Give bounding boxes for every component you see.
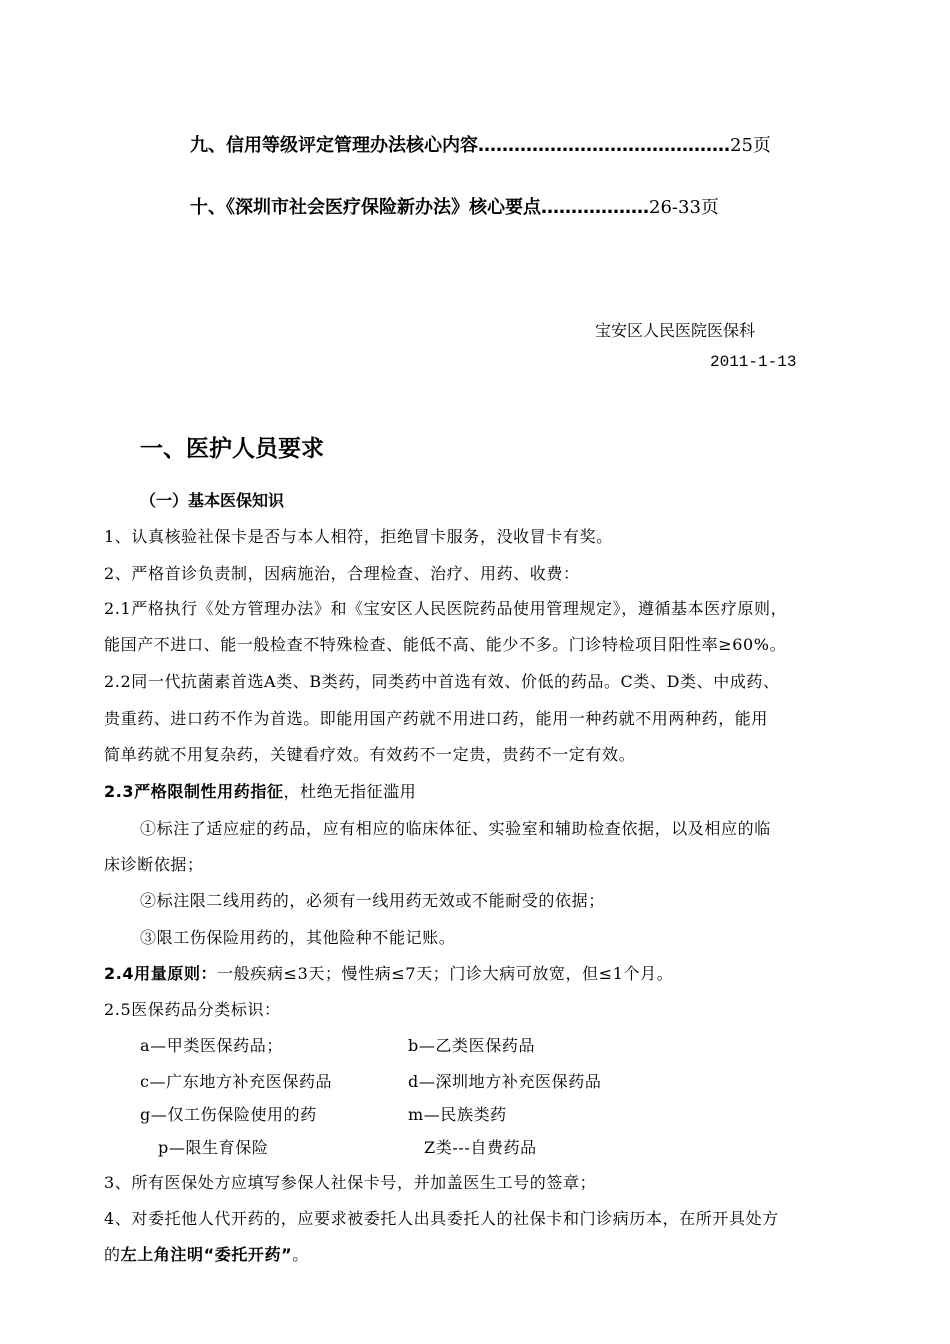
paragraph-3: 3、所有医保处方应填写参保人社保卡号，并加盖医生工号的签章； <box>104 1173 597 1192</box>
paragraph-4-line-2 <box>104 1242 309 1265</box>
toc-page: 25页 <box>730 135 771 156</box>
paragraph-2-4-bold: 2.4用量原则： <box>104 964 218 983</box>
signature-date: 2011-1-13 <box>710 353 797 371</box>
paragraph-2-3-item-1-line-1: ①标注了适应症的药品，应有相应的临床体征、实验室和辅助检查依据，以及相应的临 <box>140 819 771 838</box>
paragraph-2-3 <box>104 779 416 802</box>
paragraph-2-3-item-1-line-2: 床诊断依据； <box>104 855 204 874</box>
paragraph-1: 1、认真核验社保卡是否与本人相符，拒绝冒卡服务，没收冒卡有奖。 <box>104 527 613 546</box>
paragraph-4-bold: 左上角注明“委托开药” <box>120 1245 293 1264</box>
paragraph-2-2-line-1: 2.2同一代抗菌素首选A类、B类药，同类药中首选有效、价低的药品。C类、D类、中成药、 <box>104 672 780 691</box>
paragraph-4-pre: 的 <box>104 1245 121 1264</box>
toc-item-9 <box>190 131 771 157</box>
category-item: Z类---自费药品 <box>424 1138 537 1157</box>
toc-title: 九、信用等级评定管理办法核心内容 <box>190 135 478 156</box>
toc-leader: ……………… <box>541 197 649 218</box>
toc-page: 26-33页 <box>649 197 719 218</box>
category-item: d—深圳地方补充医保药品 <box>408 1072 602 1091</box>
category-item: a—甲类医保药品； <box>140 1036 283 1055</box>
paragraph-4-line-1: 4、对委托他人代开药的，应要求被委托人出具委托人的社保卡和门诊病历本，在所开具处方 <box>104 1209 779 1228</box>
paragraph-2-1-line-1: 2.1严格执行《处方管理办法》和《宝安区人民医院药品使用管理规定》，遵循基本医疗原则， <box>104 599 788 618</box>
toc-leader: …………………………………… <box>478 135 730 156</box>
paragraph-2-3-rest: ，杜绝无指征滥用 <box>283 782 417 801</box>
paragraph-2-2-line-2: 贵重药、进口药不作为首选。即能用国产药就不用进口药，能用一种药就不用两种药，能用 <box>104 709 769 728</box>
toc-title: 十、《深圳市社会医疗保险新办法》核心要点 <box>190 197 541 218</box>
paragraph-2-3-bold: 2.3严格限制性用药指征 <box>104 782 284 801</box>
section-heading: 一、医护人员要求 <box>140 436 324 462</box>
paragraph-2-2-line-3: 简单药就不用复杂药，关键看疗效。有效药不一定贵，贵药不一定有效。 <box>104 745 636 764</box>
category-item: b—乙类医保药品 <box>408 1036 536 1055</box>
paragraph-2-4-rest: 一般疾病≤3天；慢性病≤7天；门诊大病可放宽，但≤1个月。 <box>217 964 674 983</box>
paragraph-2-5: 2.5医保药品分类标识： <box>104 1000 281 1019</box>
category-item: c—广东地方补充医保药品 <box>140 1072 333 1091</box>
category-item: m—民族类药 <box>408 1105 507 1124</box>
paragraph-2: 2、严格首诊负责制，因病施治，合理检查、治疗、用药、收费： <box>104 564 580 583</box>
category-item: g—仅工伤保险使用的药 <box>140 1105 317 1124</box>
paragraph-2-4 <box>104 961 673 984</box>
paragraph-2-3-item-2: ②标注限二线用药的，必须有一线用药无效或不能耐受的依据； <box>140 891 605 910</box>
category-item: p—限生育保险 <box>158 1138 269 1157</box>
paragraph-2-1-line-2: 能国产不进口、能一般检查不特殊检查、能低不高、能少不多。门诊特检项目阳性率≥60%。 <box>104 635 787 654</box>
paragraph-2-3-item-3: ③限工伤保险用药的，其他险种不能记账。 <box>140 928 456 947</box>
toc-item-10 <box>190 193 719 219</box>
section-subheading: （一）基本医保知识 <box>140 491 285 510</box>
paragraph-4-post: 。 <box>292 1245 309 1264</box>
signature-dept: 宝安区人民医院医保科 <box>595 321 756 340</box>
